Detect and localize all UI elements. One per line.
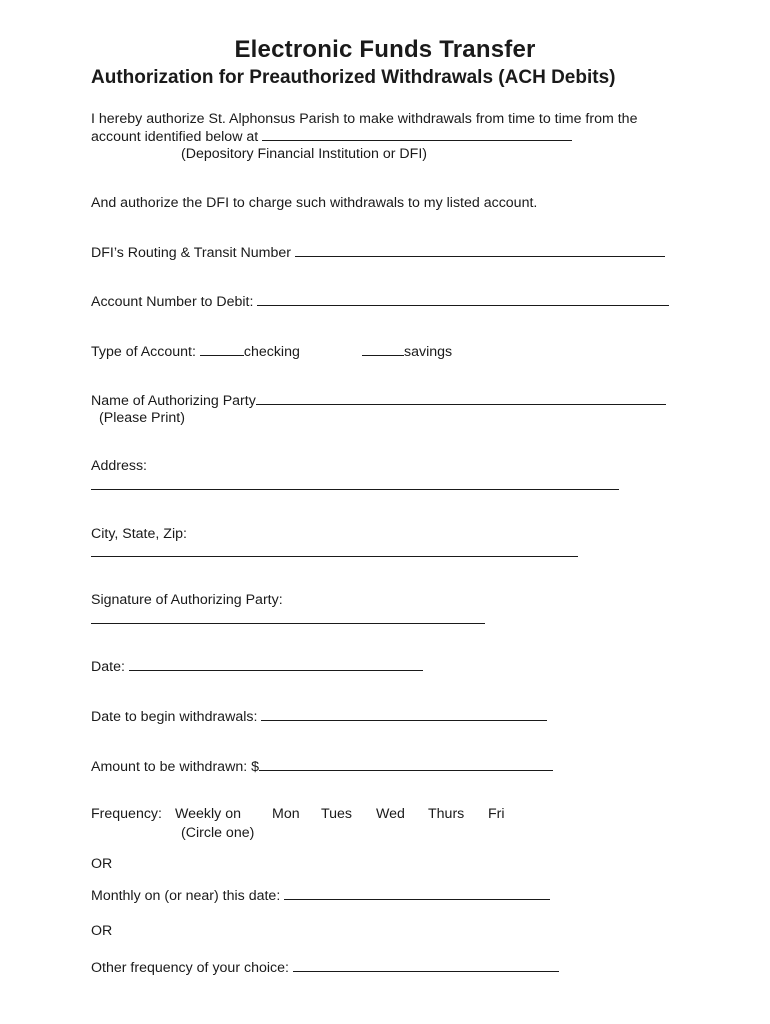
intro-line-1: I hereby authorize St. Alphonsus Parish to make withdrawals from time to time from the bbox=[91, 111, 638, 127]
or-separator-1: OR bbox=[91, 856, 113, 872]
or-separator-2: OR bbox=[91, 923, 113, 939]
monthly-label: Monthly on (or near) this date: bbox=[91, 888, 281, 904]
amount-row bbox=[91, 757, 553, 776]
name-note: (Please Print) bbox=[99, 410, 185, 426]
city-line[interactable] bbox=[91, 556, 578, 557]
date-label: Date: bbox=[91, 659, 125, 675]
monthly-row bbox=[91, 886, 550, 905]
dfi-note: (Depository Financial Institution or DFI) bbox=[181, 146, 428, 162]
day-wed[interactable]: Wed bbox=[376, 806, 405, 822]
circle-note: (Circle one) bbox=[181, 825, 255, 841]
checking-line[interactable] bbox=[200, 342, 244, 356]
begin-label: Date to begin withdrawals: bbox=[91, 709, 258, 725]
routing-label: DFI’s Routing & Transit Number bbox=[91, 245, 292, 261]
amount-label: Amount to be withdrawn: $ bbox=[91, 759, 259, 775]
type-label: Type of Account: bbox=[91, 344, 196, 360]
city-label: City, State, Zip: bbox=[91, 526, 187, 542]
amount-line[interactable] bbox=[259, 757, 553, 771]
intro-line-2-text: account identified below at bbox=[91, 129, 259, 145]
other-row bbox=[91, 958, 559, 977]
savings-option bbox=[362, 342, 452, 361]
day-fri[interactable]: Fri bbox=[488, 806, 505, 822]
intro-line-2 bbox=[91, 127, 572, 146]
name-line[interactable] bbox=[256, 391, 666, 405]
dfi-name-line[interactable] bbox=[262, 127, 572, 141]
begin-row bbox=[91, 707, 547, 726]
day-thurs[interactable]: Thurs bbox=[428, 806, 465, 822]
day-tues[interactable]: Tues bbox=[321, 806, 353, 822]
page-subtitle: Authorization for Preauthorized Withdrawals (ACH Debits) bbox=[91, 67, 616, 88]
type-row bbox=[91, 342, 300, 361]
weekly-label: Weekly on bbox=[175, 806, 241, 822]
account-label: Account Number to Debit: bbox=[91, 294, 254, 310]
date-row bbox=[91, 657, 423, 676]
account-row bbox=[91, 292, 669, 311]
name-label: Name of Authorizing Party bbox=[91, 393, 256, 409]
authorize-dfi-text: And authorize the DFI to charge such withdrawals to my listed account. bbox=[91, 195, 538, 211]
savings-line[interactable] bbox=[362, 342, 404, 356]
begin-date-line[interactable] bbox=[261, 707, 547, 721]
account-number-line[interactable] bbox=[257, 292, 669, 306]
page-title: Electronic Funds Transfer bbox=[234, 36, 536, 63]
checking-label: checking bbox=[243, 344, 300, 360]
routing-row bbox=[91, 243, 665, 262]
signature-line[interactable] bbox=[91, 623, 485, 624]
savings-label: savings bbox=[404, 344, 453, 360]
monthly-date-line[interactable] bbox=[284, 886, 550, 900]
signature-label: Signature of Authorizing Party: bbox=[91, 592, 283, 608]
other-frequency-line[interactable] bbox=[293, 958, 559, 972]
frequency-label: Frequency: bbox=[91, 806, 162, 822]
date-line[interactable] bbox=[129, 657, 423, 671]
address-line[interactable] bbox=[91, 489, 619, 490]
routing-number-line[interactable] bbox=[295, 243, 665, 257]
day-mon[interactable]: Mon bbox=[272, 806, 300, 822]
other-label: Other frequency of your choice: bbox=[91, 960, 289, 976]
name-row bbox=[91, 391, 666, 410]
address-label: Address: bbox=[91, 458, 147, 474]
